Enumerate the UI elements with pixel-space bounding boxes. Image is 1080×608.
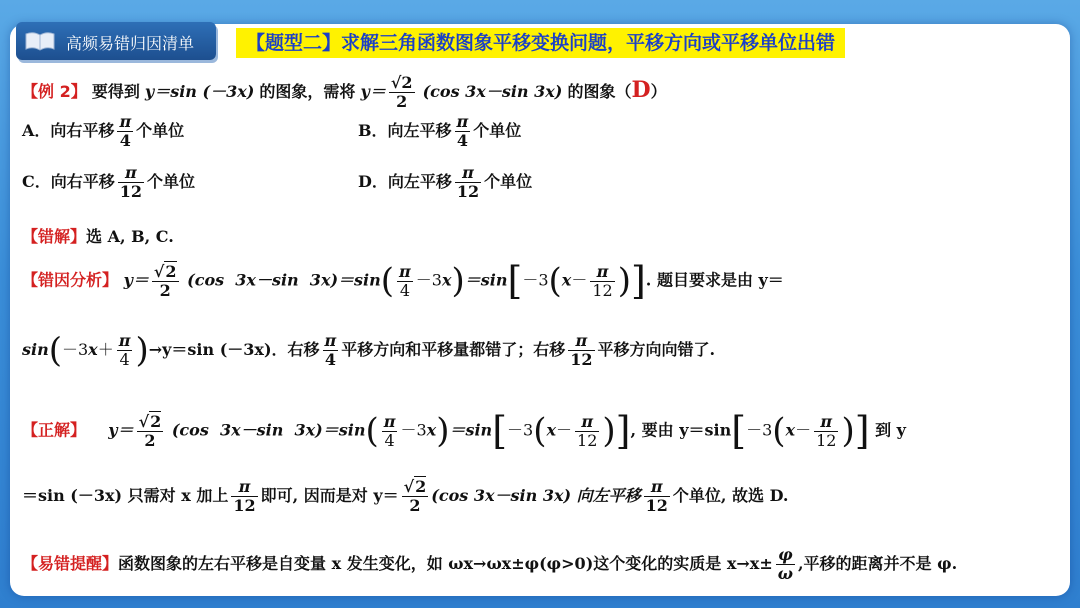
correct-solution-line2: ＝sin (－3x) 只需对 x 加上 $\frac{\pi}{12}$ 即可, 因而是对 y＝ $\frac{√2}{2}$ (cos 3x－sin 3x) 向左平移 $\frac{\pi}{12}$ 个单位, 故选 D.	[22, 477, 789, 515]
example-line: 【例 2】 要得到 y＝sin (－3x) 的图象，需将 y＝ $\frac{√2}{2}$ (cos 3x－sin 3x) 的图象（D）	[22, 73, 667, 111]
sqrt2-over-2: $\frac{√2}{2}$	[390, 73, 413, 111]
correct-solution-line1: 【正解】 y＝ $\frac{√2}{2}$ (cos 3x－sin 3x)＝sin( $\frac{\pi}{4}$ －3x)＝sin[－3(x－ $\frac{\pi}{12}$ )], 要由 y＝sin[－3(x－ $\frac{\pi}{12}$ )] 到 y	[22, 409, 906, 453]
option-a: A．向右平移 $\frac{\pi}{4}$ 个单位	[22, 112, 185, 150]
tag-label: 高频易错归因清单	[66, 34, 195, 53]
book-icon	[24, 30, 56, 52]
option-d: D．向左平移 $\frac{\pi}{12}$ 个单位	[358, 163, 533, 201]
error-analysis-line2: sin(－3x＋ $\frac{\pi}{4}$ )→y＝sin (－3x)．右移 $\frac{\pi}{4}$ 平移方向和平移量都错了；右移 $\frac{\pi}{12}$ 平移方向向错了.	[22, 330, 716, 371]
error-tip: 【易错提醒】函数图象的左右平移是自变量 x 发生变化，如 ωx→ωx±φ(φ>0)这个变化的实质是 x→x± $\frac{\varphi}{\omega}$ ,平移的距离并不是 φ.	[22, 545, 958, 583]
option-c: C．向右平移 $\frac{\pi}{12}$ 个单位	[22, 163, 196, 201]
option-b: B．向左平移 $\frac{\pi}{4}$ 个单位	[358, 112, 522, 150]
section-tag	[16, 22, 216, 60]
wrong-solution: 【错解】选 A, B, C.	[22, 227, 174, 246]
answer-mark: D	[631, 77, 651, 103]
error-analysis-line1: 【错因分析】 y＝ $\frac{√2}{2}$ (cos 3x－sin 3x)＝sin( $\frac{\pi}{4}$ －3x)＝sin[－3(x－ $\frac{\pi}{12}$ )]. 题目要求是由 y＝	[22, 259, 784, 303]
page-title: 【题型二】求解三角函数图象平移变换问题，平移方向或平移单位出错	[236, 28, 845, 58]
